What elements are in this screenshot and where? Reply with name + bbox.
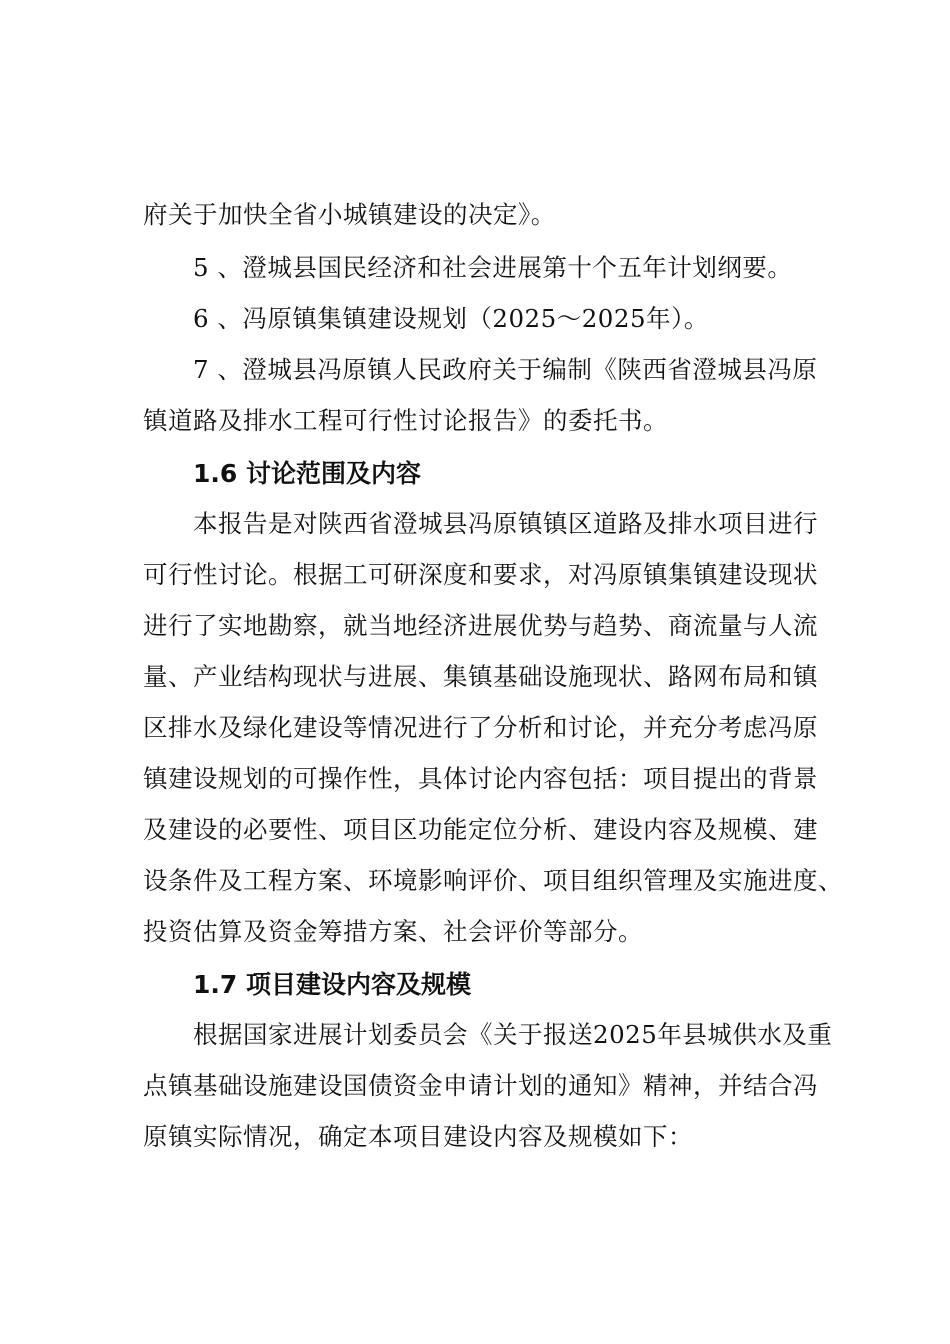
- list-item-6: 6 、冯原镇集镇建设规划（2025～2025年）。: [193, 304, 709, 333]
- section-heading-1-7: 1.7 项目建设内容及规模: [193, 970, 471, 999]
- paragraph-line: 及建设的必要性、项目区功能定位分析、建设内容及规模、建: [143, 815, 818, 844]
- list-item-7: 7 、澄城县冯原镇人民政府关于编制《陕西省澄城县冯原: [193, 355, 818, 384]
- paragraph-line: 本报告是对陕西省澄城县冯原镇镇区道路及排水项目进行: [193, 509, 818, 538]
- paragraph-line: 进行了实地勘察，就当地经济进展优势与趋势、商流量与人流: [143, 611, 818, 640]
- paragraph-line: 设条件及工程方案、环境影响评价、项目组织管理及实施进度、: [143, 866, 843, 895]
- paragraph-line: 投资估算及资金筹措方案、社会评价等部分。: [143, 917, 643, 946]
- paragraph-line: 可行性讨论。根据工可研深度和要求，对冯原镇集镇建设现状: [143, 560, 818, 589]
- paragraph-line: 根据国家进展计划委员会《关于报送2025年县城供水及重: [193, 1020, 833, 1049]
- section-heading-1-6: 1.6 讨论范围及内容: [193, 459, 421, 488]
- paragraph-line: 区排水及绿化建设等情况进行了分析和讨论，并充分考虑冯原: [143, 713, 818, 742]
- list-item-7-continued: 镇道路及排水工程可行性讨论报告》的委托书。: [143, 406, 668, 435]
- paragraph-line: 量、产业结构现状与进展、集镇基础设施现状、路网布局和镇: [143, 662, 818, 691]
- paragraph-line: 府关于加快全省小城镇建设的决定》。: [143, 200, 556, 229]
- list-item-5: 5 、澄城县国民经济和社会进展第十个五年计划纲要。: [193, 253, 793, 282]
- paragraph-line: 镇建设规划的可操作性，具体讨论内容包括：项目提出的背景: [143, 764, 818, 793]
- paragraph-line: 原镇实际情况，确定本项目建设内容及规模如下：: [143, 1122, 693, 1151]
- paragraph-line: 点镇基础设施建设国债资金申请计划的通知》精神，并结合冯: [143, 1071, 818, 1100]
